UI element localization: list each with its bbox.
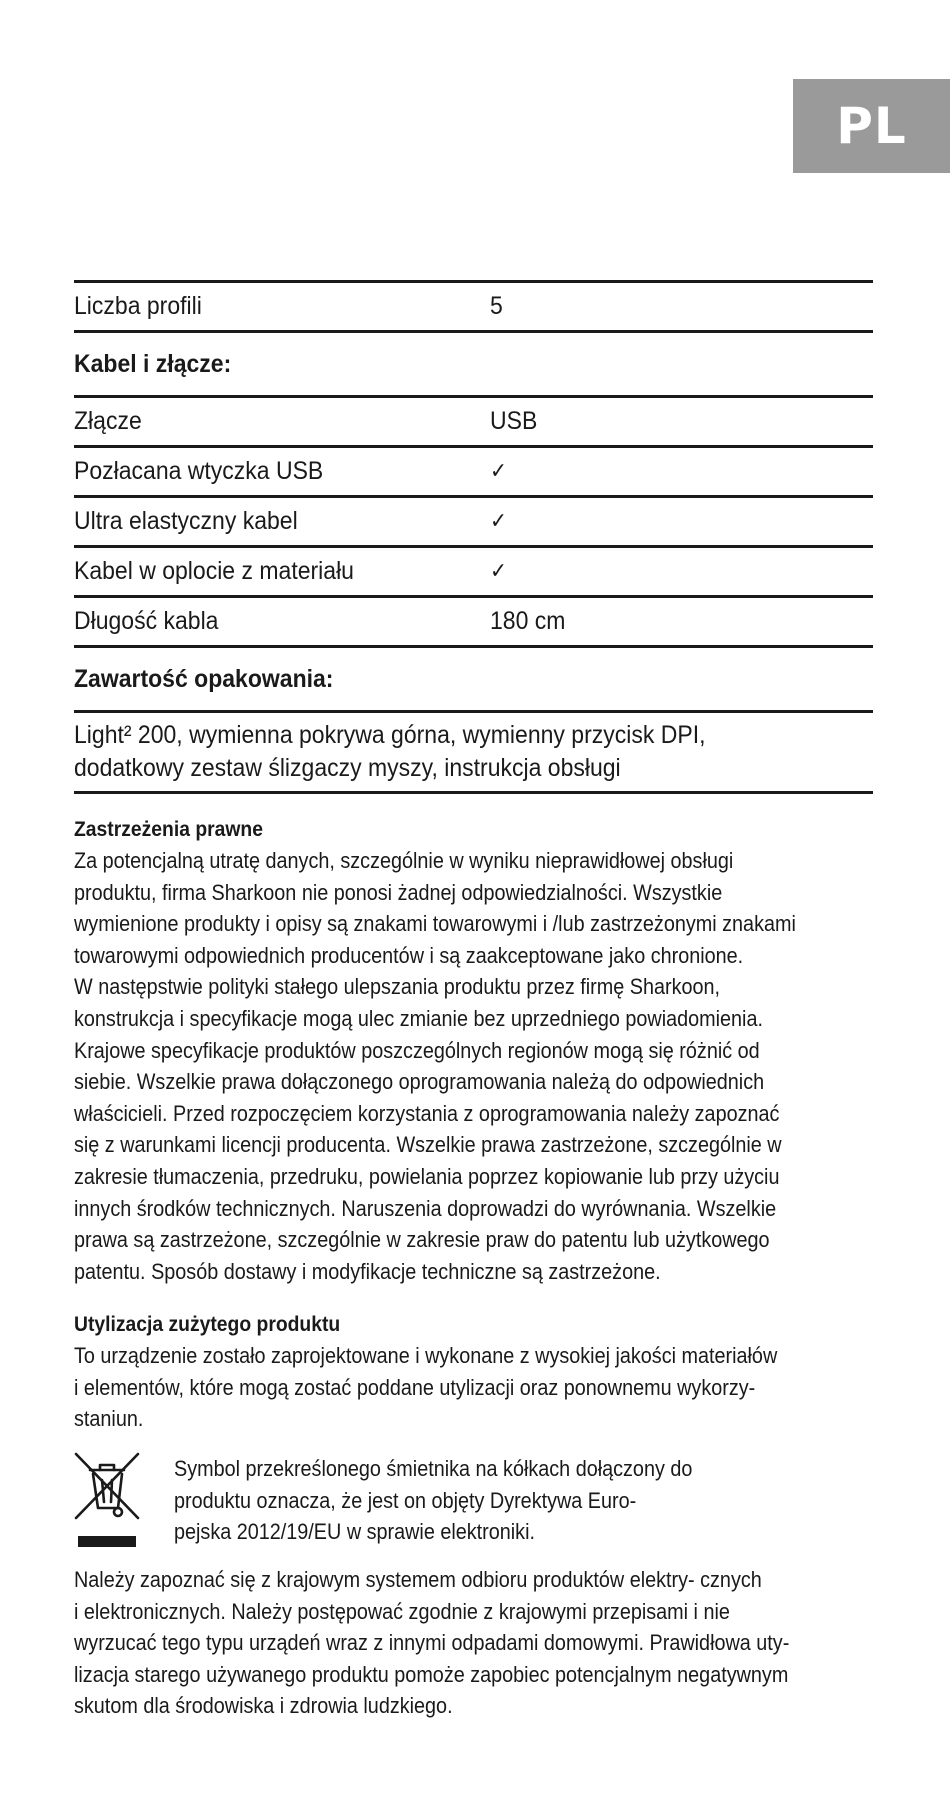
checkmark-icon: ✓ bbox=[490, 559, 507, 584]
spec-row bbox=[74, 595, 873, 648]
checkmark-icon: ✓ bbox=[490, 509, 507, 534]
spec-label: Długość kabla bbox=[74, 607, 219, 635]
spec-label: Kabel w oplocie z materiału bbox=[74, 557, 354, 585]
language-tab: PL bbox=[793, 79, 950, 173]
weee-symbol-text: Symbol przekreślonego śmietnika na kółkach dołączony do produktu oznacza, że jest on objęty Dyrektywa Euro- pejska 2012/19/EU w sprawie elektroniki. bbox=[174, 1456, 693, 1545]
spec-label: Pozłacana wtyczka USB bbox=[74, 457, 324, 485]
spec-table bbox=[74, 280, 873, 794]
spec-row bbox=[74, 395, 873, 445]
spec-label: Liczba profili bbox=[74, 292, 202, 320]
spec-row bbox=[74, 445, 873, 495]
package-contents bbox=[74, 710, 873, 794]
disposal-final-text: Należy zapoznać się z krajowym systemem odbioru produktów elektry- cznych i elektronicznych. Należy postępować zgodnie z krajowymi przepisami i nie wyrzucać tego typu urządeń wraz z innymi odpadami domowymi. Prawidłowa uty- lizacja starego używanego produktu pomoże zapobiec potencjalnym negatywnym skutom dla środowiska i zdrowia ludzkiego. bbox=[74, 1567, 790, 1719]
legal-text: Za potencjalną utratę danych, szczególnie w wyniku nieprawidłowej obsługi produktu, firma Sharkoon nie ponosi żadnej odpowiedzialności. Wszystkie wymienione produkty i opisy są znakami towarowymi i /lub zastrzeżonymi znakami towarowymi odpowiednich producentów i są zaakceptowane jako chronione. W następstwie polityki stałego ulepszania produktu przez firmę Sharkoon, konstrukcja i specyfikacje mogą ulec zmianie bez uprzedniego powiadomienia. Krajowe specyfikacje produktów poszczególnych regionów mogą się różnić od siebie. Wszelkie prawa dołączonego oprogramowania należą do odpowiednich właścicieli. Przed rozpoczęciem korzystania z oprogramowania należy zapoznać się z warunkami licencji producenta. Wszelkie prawa zastrzeżone, szczególnie w zakresie tłumaczenia, przedruku, powielania poprzez kopiowanie lub przy użyciu innych środków technicznych. Naruszenia doprowadzi do wyrównania. Wszelkie prawa są zastrzeżone, szczególnie w zakresie praw do patentu lub użytkowego patentu. Sposób dostawy i modyfikacje techniczne są zastrzeżone. bbox=[74, 848, 796, 1284]
legal-section bbox=[74, 815, 873, 1287]
disposal-section bbox=[74, 1310, 873, 1435]
section-title-cable: Kabel i złącze: bbox=[74, 349, 232, 378]
spec-label: Złącze bbox=[74, 407, 142, 435]
spec-value: USB bbox=[490, 407, 538, 435]
disposal-text: To urządzenie zostało zaprojektowane i wykonane z wysokiej jakości materiałów i elementów, które mogą zostać poddane utylizacji oraz ponownemu wykorzy- staniun. bbox=[74, 1343, 778, 1432]
spec-value: 180 cm bbox=[490, 607, 566, 635]
disposal-title: Utylizacja zużytego produktu bbox=[74, 1313, 341, 1336]
spec-value: 5 bbox=[490, 292, 503, 320]
package-line: Light² 200, wymienna pokrywa górna, wymienny przycisk DPI, bbox=[74, 721, 706, 749]
spec-row-profiles bbox=[74, 280, 873, 333]
weee-bin-icon bbox=[74, 1452, 140, 1550]
legal-title: Zastrzeżenia prawne bbox=[74, 818, 263, 841]
section-title-package: Zawartość opakowania: bbox=[74, 664, 334, 693]
spec-row bbox=[74, 495, 873, 545]
spec-label: Ultra elastyczny kabel bbox=[74, 507, 298, 535]
checkmark-icon: ✓ bbox=[490, 459, 507, 484]
spec-row bbox=[74, 545, 873, 595]
package-line: dodatkowy zestaw ślizgaczy myszy, instrukcja obsługi bbox=[74, 754, 621, 782]
